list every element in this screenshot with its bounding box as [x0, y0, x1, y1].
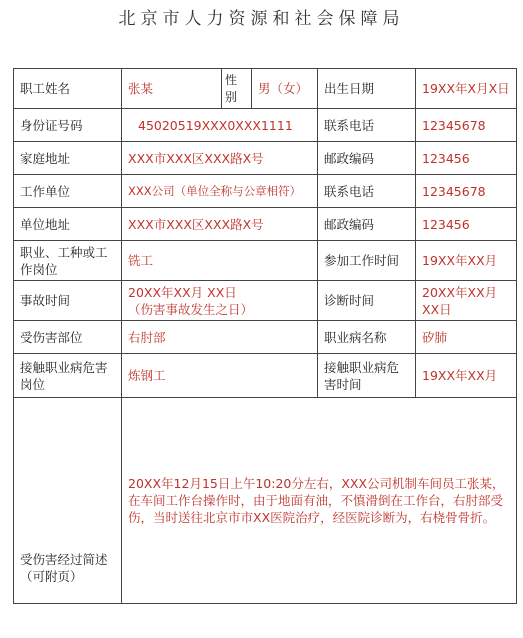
form-row-injury-part	[14, 321, 517, 354]
phone-label: 联系电话	[318, 109, 416, 142]
employer-postcode-label: 邮政编码	[318, 208, 416, 241]
job-value: 铣工	[122, 241, 318, 281]
disease-value: 矽肺	[416, 321, 517, 354]
exposure-post-value: 炼钢工	[122, 354, 318, 398]
form-row-accident	[14, 281, 517, 321]
form-row-home	[14, 142, 517, 175]
employer-address-label: 单位地址	[14, 208, 122, 241]
employer-label: 工作单位	[14, 175, 122, 208]
home-value: XXX市XXX区XXX路X号	[122, 142, 318, 175]
accident-value	[122, 281, 318, 321]
process-label	[14, 398, 122, 604]
injury-report-form	[13, 68, 517, 604]
process-label-title: 受伤害经过简述	[20, 552, 108, 567]
disease-label: 职业病名称	[318, 321, 416, 354]
name-label: 职工姓名	[14, 69, 122, 109]
name-value: 张某	[122, 69, 222, 109]
exposure-post-label: 接触职业病危害岗位	[14, 354, 122, 398]
employer-phone-value: 12345678	[416, 175, 517, 208]
accident-label: 事故时间	[14, 281, 122, 321]
gender-label: 性别	[222, 69, 252, 109]
diagnosis-date-line1: 20XX年XX月	[422, 284, 498, 300]
employer-value: XXX公司（单位全称与公章相符）	[122, 175, 318, 208]
process-description: 20XX年12月15日上午10:20分左右，XXX公司机制车间员工张某，在车间工作台操作时，由于地面有油，不慎滑倒在工作台，右肘部受伤，当时送往北京市市XX医院治疗，经医院诊断为，右桡骨骨折。	[122, 398, 517, 604]
job-label: 职业、工种或工作岗位	[14, 241, 122, 281]
exposure-time-value: 19XX年XX月	[416, 354, 517, 398]
postcode-label: 邮政编码	[318, 142, 416, 175]
birth-label: 出生日期	[318, 69, 416, 109]
start-work-label: 参加工作时间	[318, 241, 416, 281]
injury-part-label: 受伤害部位	[14, 321, 122, 354]
postcode-value: 123456	[416, 142, 517, 175]
diagnosis-label: 诊断时间	[318, 281, 416, 321]
start-work-value: 19XX年XX月	[416, 241, 517, 281]
accident-note: （伤害事故发生之日）	[128, 301, 254, 317]
process-label-note: （可附页）	[20, 569, 83, 584]
form-row-employer-address	[14, 208, 517, 241]
form-row-exposure	[14, 354, 517, 398]
employer-address-value: XXX市XXX区XXX路X号	[122, 208, 318, 241]
employer-postcode-value: 123456	[416, 208, 517, 241]
id-label: 身份证号码	[14, 109, 122, 142]
home-label: 家庭地址	[14, 142, 122, 175]
injury-part-value: 右肘部	[122, 321, 318, 354]
accident-date: 20XX年XX月 XX日	[128, 284, 237, 300]
phone-value: 12345678	[416, 109, 517, 142]
form-row-id	[14, 109, 517, 142]
page-title: 北京市人力资源和社会保障局	[118, 9, 405, 29]
form-row-process	[14, 398, 517, 604]
diagnosis-date-line2: XX日	[422, 301, 452, 317]
birth-value: 19XX年X月X日	[416, 69, 517, 109]
form-row-name	[14, 69, 517, 109]
form-row-job	[14, 241, 517, 281]
diagnosis-value	[416, 281, 517, 321]
exposure-time-label: 接触职业病危害时间	[318, 354, 416, 398]
id-value: 45020519XXX0XXX1111	[122, 109, 318, 142]
employer-phone-label: 联系电话	[318, 175, 416, 208]
form-row-employer	[14, 175, 517, 208]
gender-value: 男（女）	[252, 69, 318, 109]
